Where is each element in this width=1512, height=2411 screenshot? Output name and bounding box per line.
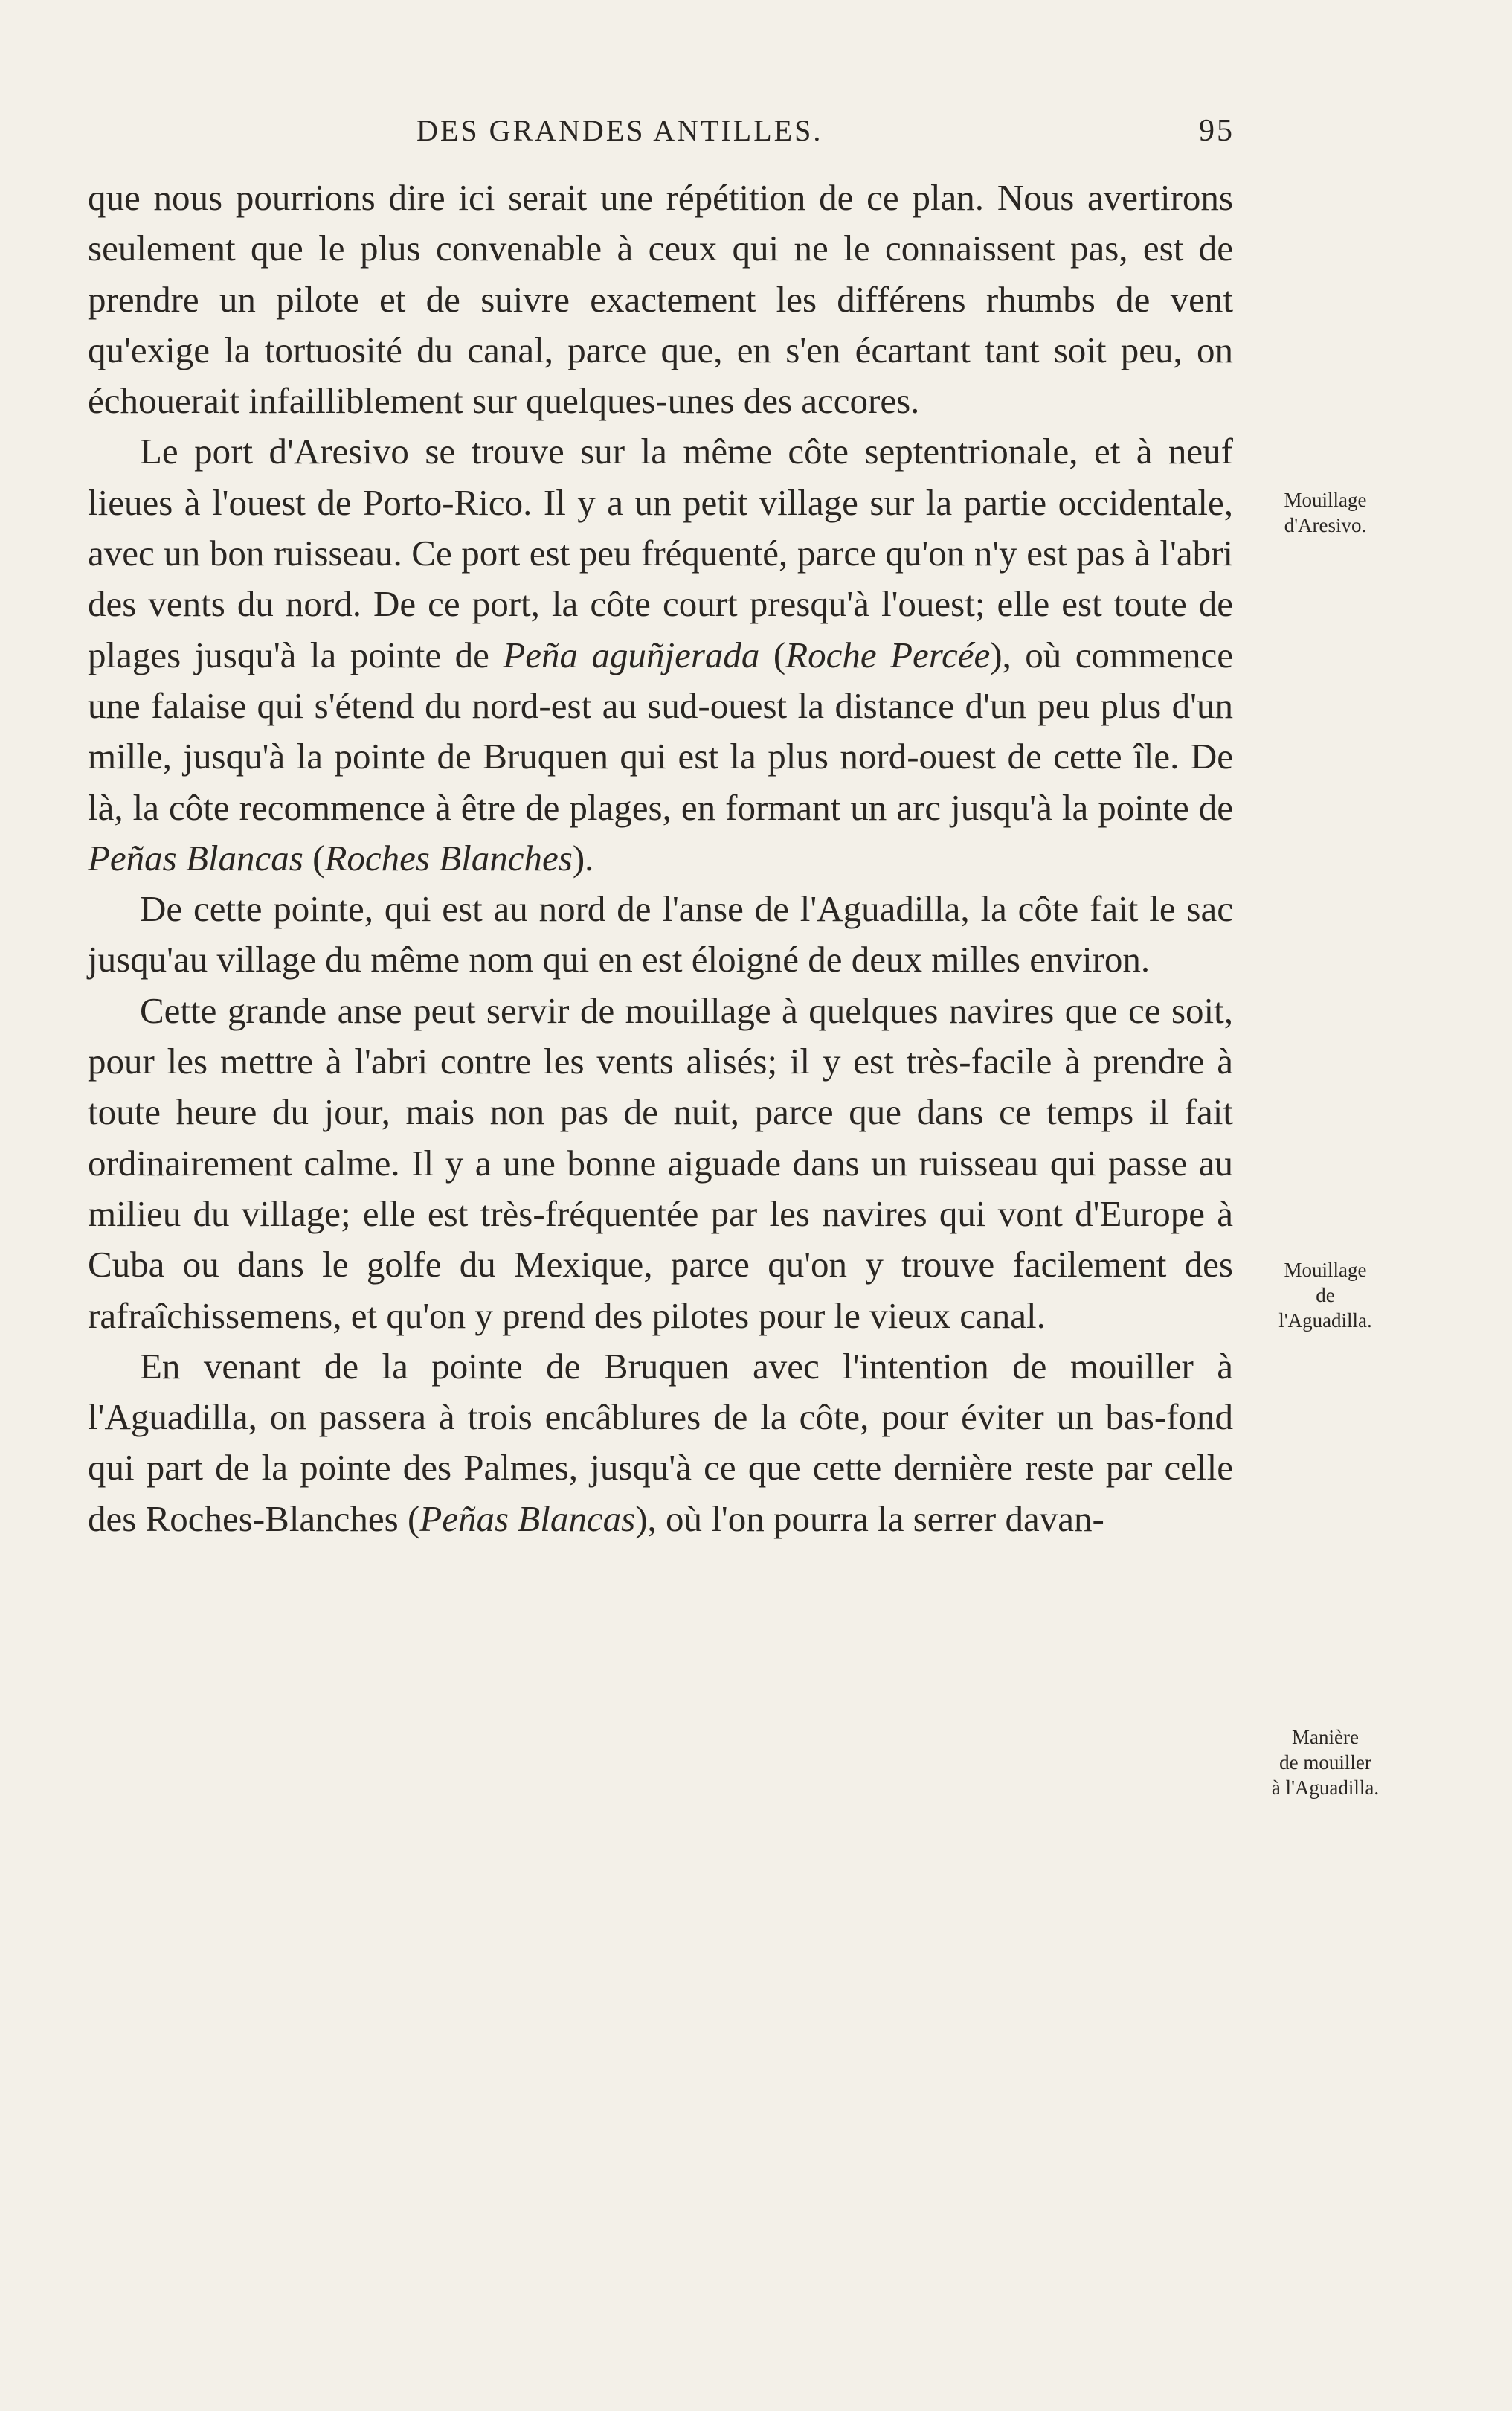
text-segment: Le port d'Aresivo se trouve sur la même côte septentrionale, et à neuf lieues à l'ouest de Porto-Rico. Il y a un petit village sur la partie occidentale, avec un bon ruisseau. Ce port est peu fréquenté, parce qu'on n'y est pas à l'abri des vents du nord. De ce port, la côte court presqu'à l'ouest; elle est toute de plages jusqu'à la pointe de	[88, 431, 1233, 675]
place-name-italic: Roche Percée	[785, 634, 991, 675]
running-title: DES GRANDES ANTILLES.	[416, 114, 823, 147]
paragraph	[88, 1341, 1233, 1544]
margin-note-mouillage-aresivo	[1251, 487, 1400, 538]
text-segment: De cette pointe, qui est au nord de l'anse de l'Aguadilla, la côte fait le sac jusqu'au village du même nom qui en est éloigné de deux milles environ.	[88, 888, 1233, 980]
paragraph	[88, 986, 1233, 1341]
margin-note-line: Manière	[1292, 1726, 1359, 1748]
place-name-italic: Peñas Blancas	[419, 1497, 636, 1539]
margin-note-line: l'Aguadilla.	[1278, 1309, 1372, 1332]
text-segment: (	[303, 837, 325, 879]
margin-note-line: d'Aresivo.	[1284, 514, 1367, 536]
place-name-italic: Peñas Blancas	[88, 837, 303, 879]
margin-note-mouillage-aguadilla	[1251, 1257, 1400, 1333]
margin-note-line: Mouillage	[1284, 489, 1367, 511]
place-name-italic: Roches Blanches	[324, 837, 573, 879]
margin-note-line: de	[1316, 1284, 1335, 1306]
page-number: 95	[1199, 114, 1235, 148]
margin-note-line: de mouiller	[1279, 1751, 1371, 1773]
text-segment: que nous pourrions dire ici serait une répétition de ce plan. Nous avertirons seulement que le plus convenable à ceux qui ne le connaissent pas, est de prendre un pilote et de suivre exactement les différens rhumbs de vent qu'exige la tortuosité du canal, parce que, en s'en écartant tant soit peu, on échouerait infailliblement sur quelques-unes des accores.	[88, 177, 1233, 422]
page-header	[416, 113, 1235, 158]
text-segment: ), où commence une falaise qui s'étend du nord-est au sud-ouest la distance d'un peu plus d'un mille, jusqu'à la pointe de Bruquen qui est la plus nord-ouest de cette île. De là, la côte recommence à être de plages, en formant un arc jusqu'à la pointe de	[88, 634, 1233, 828]
text-segment: ), où l'on pourra la serrer davan-	[635, 1497, 1104, 1539]
paragraph	[88, 173, 1233, 426]
text-segment: Cette grande anse peut servir de mouillage à quelques navires que ce soit, pour les mettre à l'abri contre les vents alisés; il y est très-facile à prendre à toute heure du jour, mais non pas de nuit, parce que dans ce temps il fait ordinairement calme. Il y a une bonne aiguade dans un ruisseau qui passe au milieu du village; elle est très-fréquentée par les navires qui vont d'Europe à Cuba ou dans le golfe du Mexique, parce qu'on y trouve facilement des rafraîchissemens, et qu'on y prend des pilotes pour le vieux canal.	[88, 989, 1233, 1336]
margin-note-maniere-mouiller	[1251, 1724, 1400, 1800]
margin-note-line: à l'Aguadilla.	[1271, 1776, 1380, 1799]
text-segment: En venant de la pointe de Bruquen avec l'intention de mouiller à l'Aguadilla, on passera à trois encâblures de la côte, pour éviter un bas-fond qui part de la pointe des Palmes, jusqu'à ce que cette dernière reste par celle des Roches-Blanches (	[88, 1345, 1233, 1539]
text-segment: (	[759, 634, 786, 675]
paragraph	[88, 884, 1233, 986]
paragraph	[88, 426, 1233, 884]
body-text	[88, 173, 1233, 1544]
text-segment: ).	[572, 837, 594, 879]
place-name-italic: Peña aguñjerada	[503, 634, 760, 675]
margin-note-line: Mouillage	[1284, 1259, 1367, 1281]
